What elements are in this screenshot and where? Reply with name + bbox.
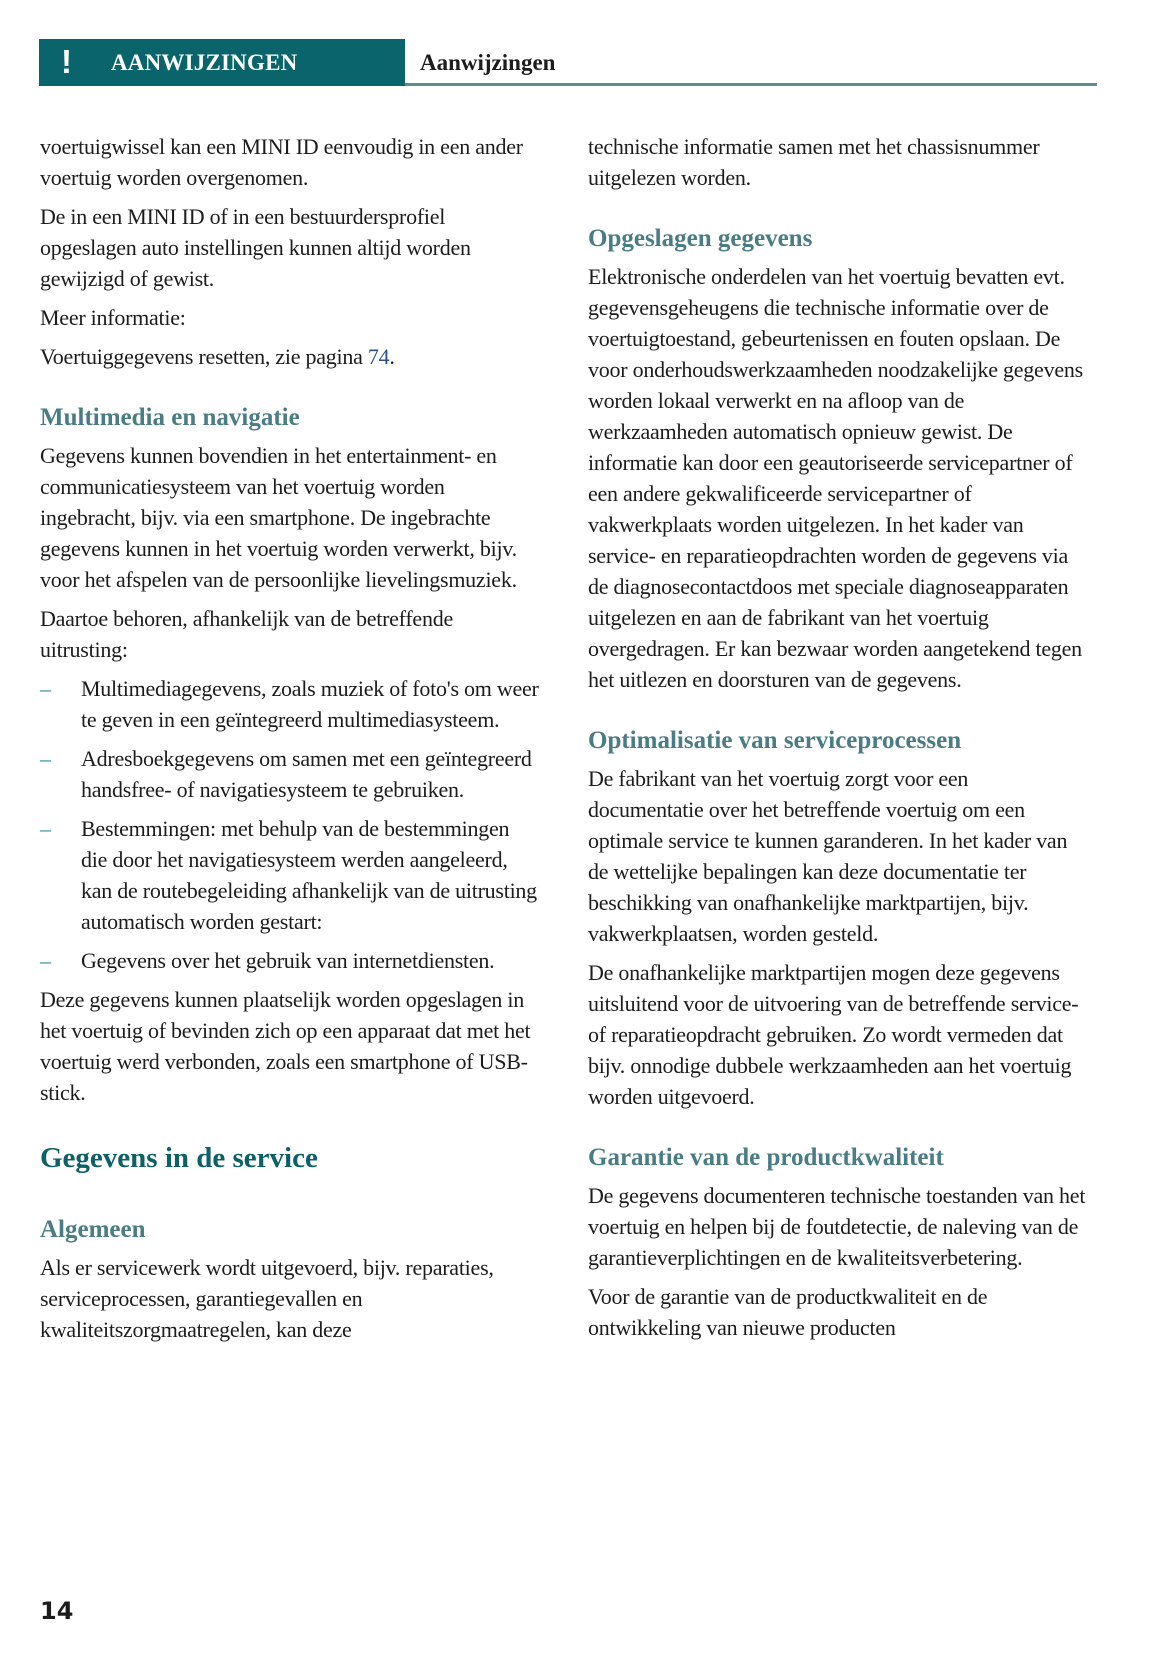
paragraph: De in een MINI ID of in een bestuurdersprofiel opgeslagen auto instellingen kunnen altijd worden gewijzigd of gewist. <box>40 204 471 291</box>
list-item-text: Gegevens over het gebruik van internetdiensten. <box>81 948 495 973</box>
dash-bullet-icon: – <box>40 676 51 701</box>
reference-text: Voertuiggegevens resetten, zie pagina <box>40 344 368 369</box>
heading-algemeen: Algemeen <box>40 1216 146 1243</box>
section-title: AANWIJZINGEN <box>111 50 298 75</box>
breadcrumb: Aanwijzingen <box>420 50 556 75</box>
dash-bullet-icon: – <box>40 816 51 841</box>
page-link-74[interactable]: 74 <box>367 344 390 369</box>
page-number: 14 <box>40 1597 74 1625</box>
heading-opgeslagen-gegevens: Opgeslagen gegevens <box>588 225 813 252</box>
paragraph: De onafhankelijke marktpartijen mogen deze gegevens uitsluitend voor de uitvoering van de betreffende service- of reparatieopdracht gebruiken. Zo wordt vermeden dat bijv. onnodige dubbele werkzaamheden aan het voertuig worden uitgevoerd. <box>588 960 1079 1109</box>
paragraph: Als er servicewerk wordt uitgevoerd, bijv. reparaties, serviceprocessen, garantiegevallen en kwaliteitszorgmaatregelen, kan deze <box>40 1255 494 1342</box>
paragraph: Gegevens kunnen bovendien in het entertainment- en communicatiesysteem van het voertuig worden ingebracht, bijv. via een smartphone. De ingebrachte gegevens kunnen in het voertuig worden verwerkt, bijv. voor het afspelen van de persoonlijke lievelingsmuziek. <box>40 443 517 592</box>
list-item-text: Multimediagegevens, zoals muziek of foto's om weer te geven in een geïntegreerd multimediasysteem. <box>81 676 539 732</box>
heading-gegevens-in-de-service: Gegevens in de service <box>40 1142 318 1174</box>
list-item <box>40 673 540 735</box>
list-item-text: Bestemmingen: met behulp van de bestemmingen die door het navigatiesysteem werden aangeleerd, kan de routebegeleiding afhankelijk van de uitrusting automatisch worden gestart: <box>81 816 537 934</box>
list-item-text: Adresboekgegevens om samen met een geïntegreerd handsfree- of navigatiesysteem te gebruiken. <box>81 746 532 802</box>
cross-reference <box>40 341 540 372</box>
paragraph: Voor de garantie van de productkwaliteit en de ontwikkeling van nieuwe producten <box>588 1284 988 1340</box>
dash-bullet-icon: – <box>40 948 51 973</box>
list-item <box>40 945 540 976</box>
left-column <box>40 131 540 1353</box>
list-item <box>40 813 540 937</box>
paragraph: technische informatie samen met het chassisnummer uitgelezen worden. <box>588 134 1040 190</box>
dash-bullet-icon: – <box>40 746 51 771</box>
paragraph: Deze gegevens kunnen plaatselijk worden opgeslagen in het voertuig of bevinden zich op een apparaat dat met het voertuig werd verbonden, zoals een smartphone of USB-stick. <box>40 987 531 1105</box>
paragraph: Meer informatie: <box>40 305 186 330</box>
heading-optimalisatie: Optimalisatie van serviceprocessen <box>588 727 962 754</box>
heading-garantie: Garantie van de productkwaliteit <box>588 1144 944 1171</box>
page-header <box>39 39 1097 86</box>
paragraph: Daartoe behoren, afhankelijk van de betreffende uitrusting: <box>40 606 453 662</box>
right-column <box>588 131 1088 1351</box>
header-divider <box>405 83 1097 86</box>
exclamation-icon: ! <box>61 43 72 80</box>
heading-multimedia: Multimedia en navigatie <box>40 404 300 431</box>
reference-end: . <box>389 344 395 369</box>
paragraph: voertuigwissel kan een MINI ID eenvoudig in een ander voertuig worden overgenomen. <box>40 134 523 190</box>
list-item <box>40 743 540 805</box>
paragraph: De fabrikant van het voertuig zorgt voor een documentatie over het betreffende voertuig om een optimale service te kunnen garanderen. In het kader van de wettelijke bepalingen kan deze documentatie ter beschikking van onafhankelijke marktpartijen, bijv. vakwerkplaatsen, worden gesteld. <box>588 766 1068 946</box>
dash-list <box>40 673 540 976</box>
section-tab <box>39 39 405 86</box>
paragraph: De gegevens documenteren technische toestanden van het voertuig en helpen bij de foutdetectie, de naleving van de garantieverplichtingen en de kwaliteitsverbetering. <box>588 1183 1086 1270</box>
paragraph: Elektronische onderdelen van het voertuig bevatten evt. gegevensgeheugens die technische informatie over de voertuigtoestand, gebeurtenissen en fouten opslaan. De voor onderhoudswerkzaamheden noodzakelijke gegevens worden lokaal verwerkt en na afloop van de werkzaamheden automatisch opnieuw gewist. De informatie kan door een geautoriseerde servicepartner of een andere gekwalificeerde servicepartner of vakwerkplaats worden uitgelezen. In het kader van service- en reparatieopdrachten worden de gegevens via de diagnosecontactdoos met speciale diagnoseapparaten uitgelezen en aan de fabrikant van het voertuig overgedragen. Er kan bezwaar worden aangetekend tegen het uitlezen en doorsturen van de gegevens. <box>588 264 1083 692</box>
